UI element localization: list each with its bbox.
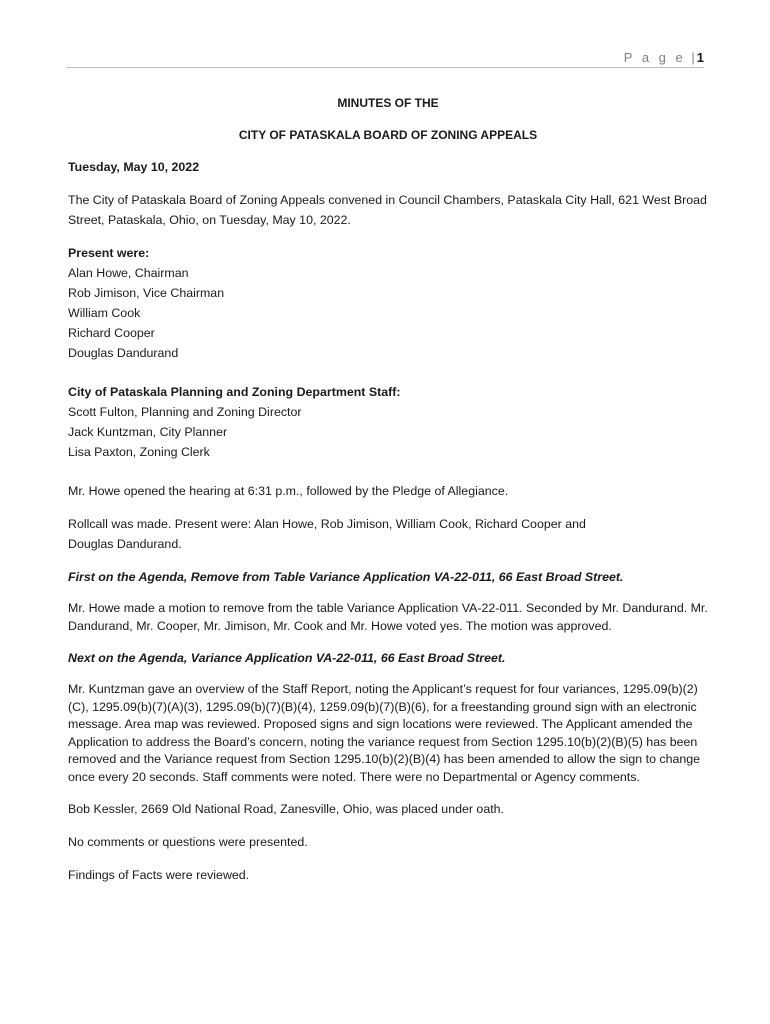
agenda-item-1-text: Mr. Howe made a motion to remove from the table Variance Application VA-22-011. Seconded by Mr. Dandurand. Mr. Dandurand, Mr. Cooper, Mr. Jimison, Mr. Cook and Mr. Howe voted yes. The motion was approved. — [68, 601, 708, 633]
rollcall-line: Douglas Dandurand. — [68, 537, 182, 551]
present-member: Rob Jimison, Vice Chairman — [68, 286, 225, 300]
staff-section — [68, 382, 708, 462]
present-section — [68, 243, 708, 363]
staff-member: Jack Kuntzman, City Planner — [68, 425, 228, 439]
page-header — [66, 50, 704, 68]
present-member: Richard Cooper — [68, 326, 155, 340]
meeting-date: Tuesday, May 10, 2022 — [68, 160, 200, 174]
oath-paragraph: Bob Kessler, 2669 Old National Road, Zanesville, Ohio, was placed under oath. — [68, 802, 504, 816]
page-number: 1 — [696, 50, 704, 65]
page-number-label — [624, 50, 704, 66]
present-member: Douglas Dandurand — [68, 346, 179, 360]
doc-title-line2: CITY OF PATASKALA BOARD OF ZONING APPEALS — [238, 128, 538, 142]
doc-title-line1: MINUTES OF THE — [337, 96, 439, 110]
page-separator: | — [691, 50, 695, 65]
present-member: Alan Howe, Chairman — [68, 266, 189, 280]
agenda-item-2-text: Mr. Kuntzman gave an overview of the Staff Report, noting the Applicant’s request for four variances, 1295.09(b)(2)(C), 1295.09(b)(7)(A)(3), 1295.09(b)(7)(B)(4), 1259.09(b)(7)(B)(6), for a freestanding ground sign with an electronic message. Area map was reviewed. Proposed signs and sign locations were reviewed. The Applicant amended the Application to address the Board’s concern, noting the variance request from Section 1295.10(b)(2)(B)(5) has been removed and the Variance request from Section 1295.10(b)(2)(B)(4) has been amended to allow the sign to change once every 20 seconds. Staff comments were noted. There were no Departmental or Agency comments. — [68, 682, 701, 784]
staff-member: Lisa Paxton, Zoning Clerk — [68, 445, 210, 459]
present-heading: Present were: — [68, 246, 150, 260]
intro-paragraph: The City of Pataskala Board of Zoning Appeals convened in Council Chambers, Pataskala City Hall, 621 West Broad Street, Pataskala, Ohio, on Tuesday, May 10, 2022. — [68, 193, 707, 227]
agenda-item-1-heading: First on the Agenda, Remove from Table Variance Application VA-22-011, 66 East Broad Street. — [68, 570, 624, 584]
staff-member: Scott Fulton, Planning and Zoning Director — [68, 405, 302, 419]
rollcall-line: Rollcall was made. Present were: Alan Howe, Rob Jimison, William Cook, Richard Cooper and — [68, 517, 586, 531]
page-word: P a g e — [623, 50, 686, 65]
staff-heading: City of Pataskala Planning and Zoning Department Staff: — [68, 385, 401, 399]
present-member: William Cook — [68, 306, 141, 320]
findings-paragraph: Findings of Facts were reviewed. — [68, 868, 250, 882]
opening-paragraph: Mr. Howe opened the hearing at 6:31 p.m., followed by the Pledge of Allegiance. — [68, 484, 509, 498]
agenda-item-2-heading: Next on the Agenda, Variance Application VA-22-011, 66 East Broad Street. — [68, 651, 506, 665]
no-comments-paragraph: No comments or questions were presented. — [68, 835, 308, 849]
document-body — [68, 93, 708, 885]
rollcall-paragraph — [68, 514, 708, 554]
